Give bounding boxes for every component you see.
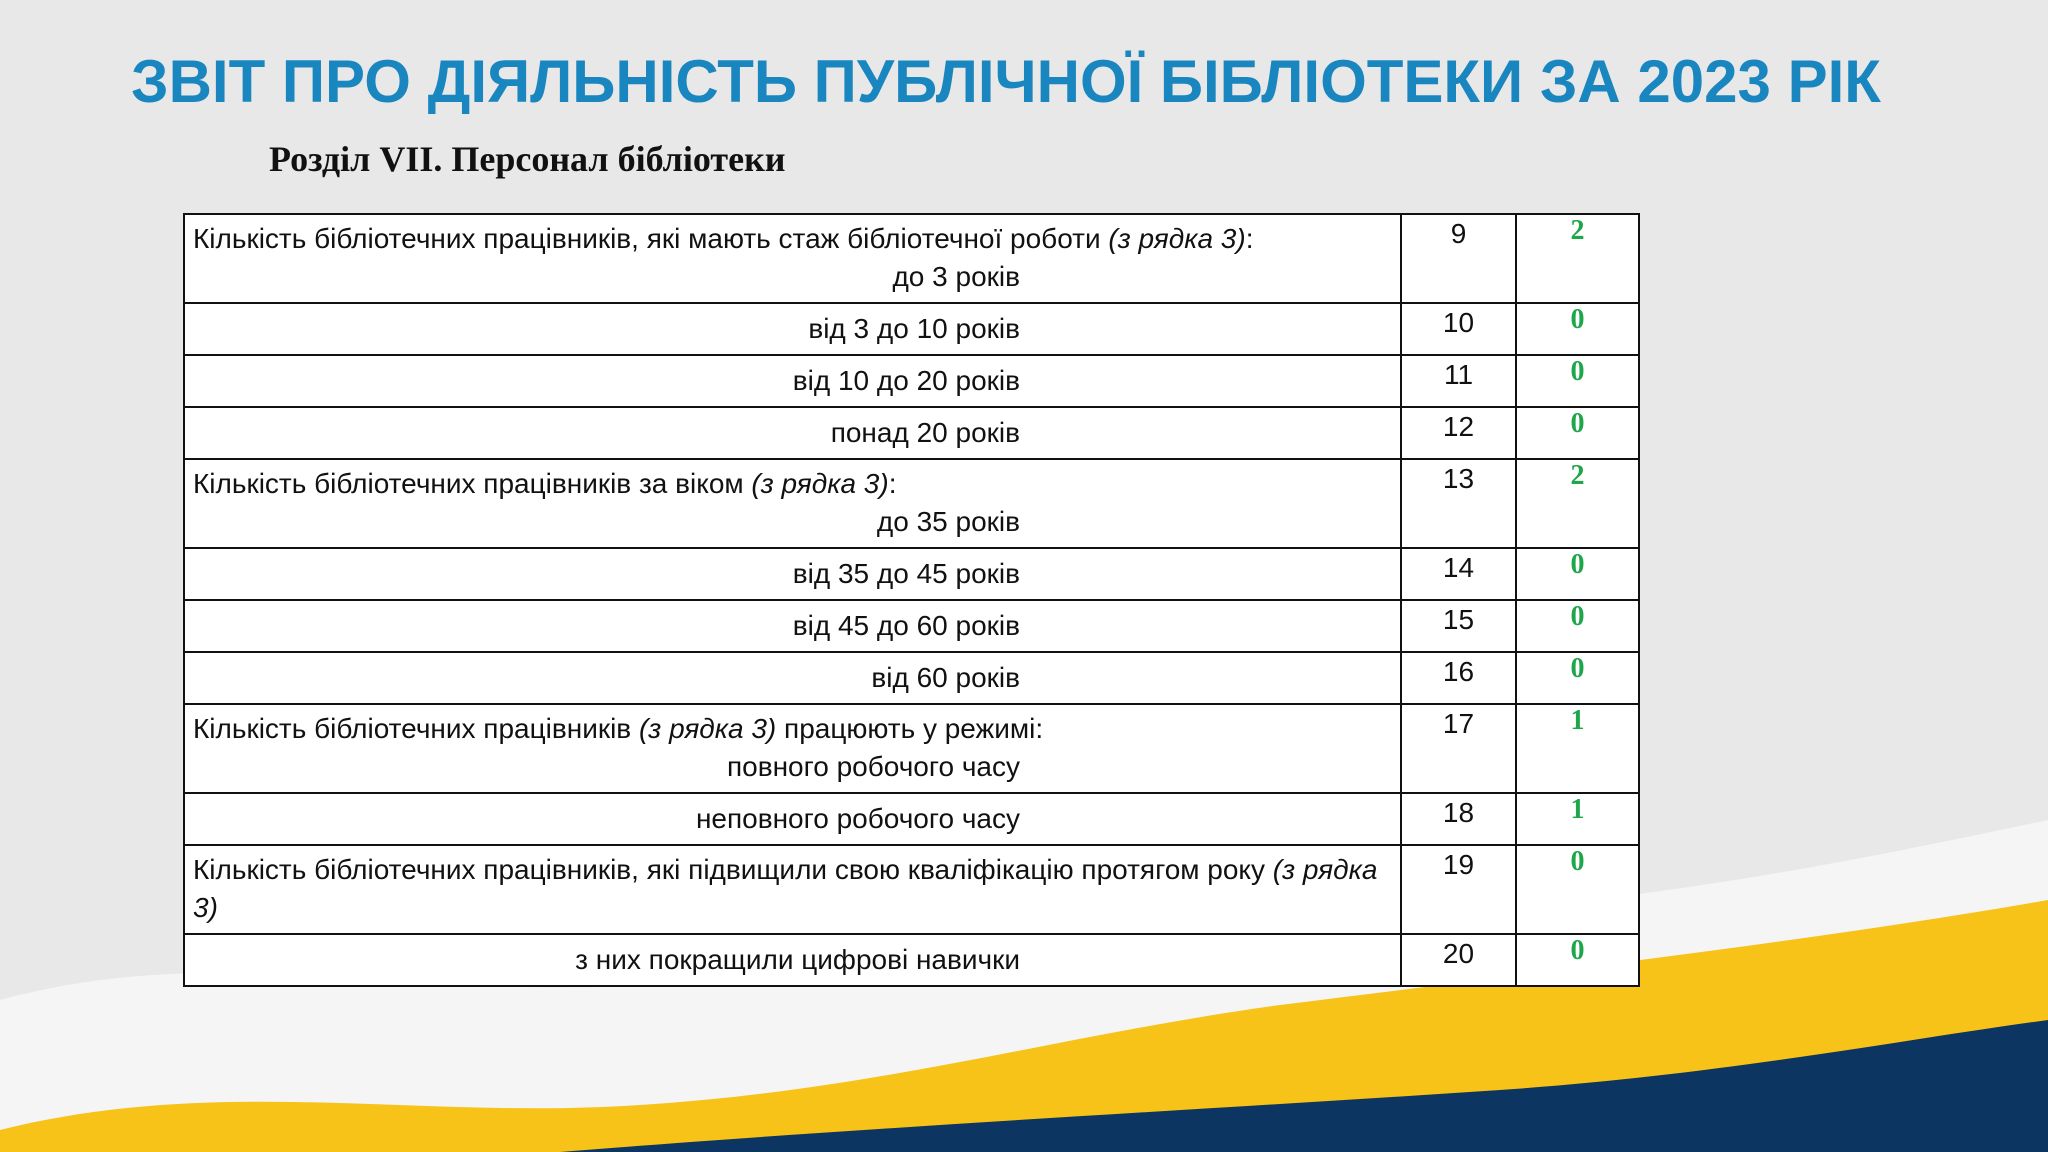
row-label: від 3 до 10 років — [184, 303, 1401, 355]
page-title: ЗВІТ ПРО ДІЯЛЬНІСТЬ ПУБЛІЧНОЇ БІБЛІОТЕКИ ЗА 2023 РІК — [131, 48, 1881, 115]
row-label: понад 20 років — [184, 407, 1401, 459]
table-row — [184, 793, 1639, 845]
row-value: 0 — [1516, 934, 1639, 986]
row-value: 0 — [1516, 355, 1639, 407]
row-code: 10 — [1401, 303, 1516, 355]
row-label: Кількість бібліотечних працівників, які підвищили свою кваліфікацію протягом року (з рядка 3) — [184, 845, 1401, 934]
row-label: від 45 до 60 років — [184, 600, 1401, 652]
row-label: Кількість бібліотечних працівників, які мають стаж бібліотечної роботи (з рядка 3): до 3 років — [184, 214, 1401, 303]
table-row — [184, 845, 1639, 934]
row-label: Кількість бібліотечних працівників за віком (з рядка 3): до 35 років — [184, 459, 1401, 548]
row-value: 0 — [1516, 600, 1639, 652]
row-label: Кількість бібліотечних працівників (з рядка 3) працюють у режимі: повного робочого часу — [184, 704, 1401, 793]
table-row — [184, 407, 1639, 459]
row-label: від 10 до 20 років — [184, 355, 1401, 407]
table-row — [184, 355, 1639, 407]
row-code: 15 — [1401, 600, 1516, 652]
row-code: 20 — [1401, 934, 1516, 986]
table-row — [184, 934, 1639, 986]
row-value: 0 — [1516, 652, 1639, 704]
row-code: 17 — [1401, 704, 1516, 793]
row-label: від 60 років — [184, 652, 1401, 704]
table-row — [184, 303, 1639, 355]
row-label: від 35 до 45 років — [184, 548, 1401, 600]
row-label: з них покращили цифрові навички — [184, 934, 1401, 986]
row-label: неповного робочого часу — [184, 793, 1401, 845]
table-row — [184, 459, 1639, 548]
row-value: 1 — [1516, 704, 1639, 793]
table-row — [184, 214, 1639, 303]
row-value: 2 — [1516, 214, 1639, 303]
table-row — [184, 652, 1639, 704]
row-code: 19 — [1401, 845, 1516, 934]
staff-table — [183, 213, 1640, 987]
table-row — [184, 548, 1639, 600]
row-value: 0 — [1516, 303, 1639, 355]
row-code: 14 — [1401, 548, 1516, 600]
row-code: 18 — [1401, 793, 1516, 845]
row-value: 0 — [1516, 548, 1639, 600]
row-code: 16 — [1401, 652, 1516, 704]
table-row — [184, 704, 1639, 793]
row-value: 1 — [1516, 793, 1639, 845]
table-row — [184, 600, 1639, 652]
row-value: 0 — [1516, 407, 1639, 459]
row-value: 0 — [1516, 845, 1639, 934]
row-code: 13 — [1401, 459, 1516, 548]
row-code: 9 — [1401, 214, 1516, 303]
section-title: Розділ VІІ. Персонал бібліотеки — [269, 139, 786, 179]
row-code: 12 — [1401, 407, 1516, 459]
row-value: 2 — [1516, 459, 1639, 548]
row-code: 11 — [1401, 355, 1516, 407]
